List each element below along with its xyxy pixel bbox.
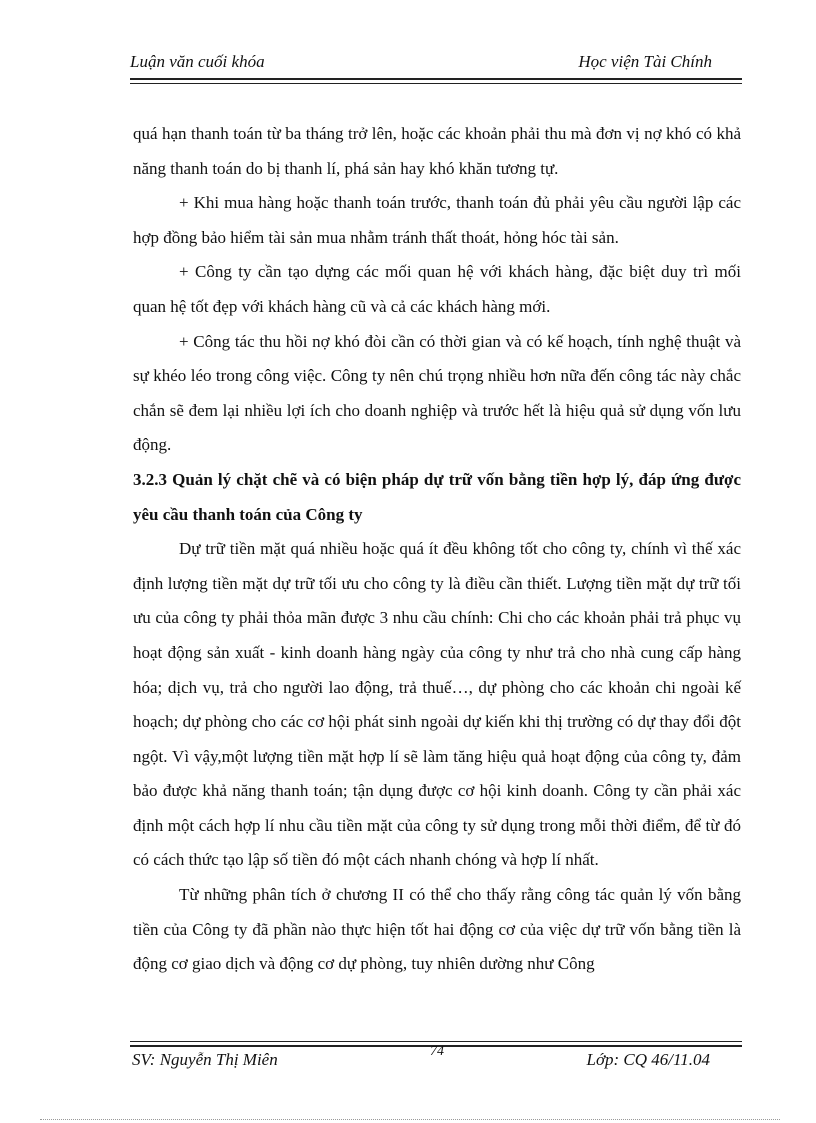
paragraph-chapter-ii-analysis: Từ những phân tích ở chương II có thể cho thấy rằng công tác quản lý vốn bằng tiền của Công ty đã phần nào thực hiện tốt hai động cơ của việc dự trữ vốn bằng tiền là động cơ giao dịch và động cơ dự phòng, tuy nhiên dường như Công	[133, 885, 741, 974]
paragraph-cash-reserve: Dự trữ tiền mặt quá nhiều hoặc quá ít đều không tốt cho công ty, chính vì thế xác định lượng tiền mặt dự trữ tối ưu cho công ty là điều cần thiết. Lượng tiền mặt dự trữ tối ưu của công ty phải thỏa mãn được 3 nhu cầu chính: Chi cho các khoản phải trả phục vụ hoạt động sản xuất - kinh doanh hàng ngày của công ty như trả cho nhà cung cấp hàng hóa; dịch vụ, trả cho người lao động, trả thuế…, dự phòng cho các khoản chi ngoài kế hoạch; dự phòng cho các cơ hội phát sinh ngoài dự kiến khi thị trường có dự thay đổi đột ngột. Vì vậy,một lượng tiền mặt hợp lí sẽ làm tăng hiệu quả hoạt động của công ty, đảm bảo được khả năng thanh toán; tận dụng được cơ hội kinh doanh. Công ty cần phải xác định một cách hợp lí nhu cầu tiền mặt của công ty sử dụng trong mỗi thời điểm, để từ đó có cách thức tạo lập số tiền đó một cách nhanh chóng và hợp lí nhất.	[133, 539, 741, 870]
paragraph-continuation: quá hạn thanh toán từ ba tháng trở lên, hoặc các khoản phải thu mà đơn vị nợ khó có khả năng thanh toán do bị thanh lí, phá sản hay khó khăn tương tự.	[133, 124, 741, 178]
document-body	[133, 117, 741, 982]
page-number: 74	[430, 1044, 444, 1059]
footer-student-name: SV: Nguyễn Thị Miên	[132, 1050, 278, 1069]
section-heading-3-2-3: 3.2.3 Quản lý chặt chẽ và có biện pháp dự trữ vốn bằng tiền hợp lý, đáp ứng được yêu cầu thanh toán của Công ty	[133, 469, 741, 524]
footer-class: Lớp: CQ 46/11.04	[586, 1050, 710, 1069]
header-rule-thin	[130, 83, 742, 84]
footer-rule-thin	[130, 1041, 742, 1042]
page-footer	[130, 1044, 742, 1074]
page-edge-dotted-line	[40, 1119, 780, 1120]
header-thesis-title: Luận văn cuối khóa	[130, 52, 265, 71]
bullet-insurance: + Khi mua hàng hoặc thanh toán trước, thanh toán đủ phải yêu cầu người lập các hợp đồng bảo hiểm tài sản mua nhằm tránh thất thoát, hỏng hóc tài sản.	[133, 193, 741, 247]
header-rule-thick	[130, 78, 742, 80]
bullet-debt-collection: + Công tác thu hồi nợ khó đòi cần có thời gian và có kế hoạch, tính nghệ thuật và sự khéo léo trong công việc. Công ty nên chú trọng nhiều hơn nữa đến công tác này chắc chắn sẽ đem lại nhiều lợi ích cho doanh nghiệp và trước hết là hiệu quả sử dụng vốn lưu động.	[133, 331, 741, 455]
header-institution: Học viện Tài Chính	[578, 52, 712, 71]
bullet-customer-relations: + Công ty cần tạo dựng các mối quan hệ với khách hàng, đặc biệt duy trì mối quan hệ tốt đẹp với khách hàng cũ và cả các khách hàng mới.	[133, 262, 741, 316]
page-header	[130, 52, 742, 76]
